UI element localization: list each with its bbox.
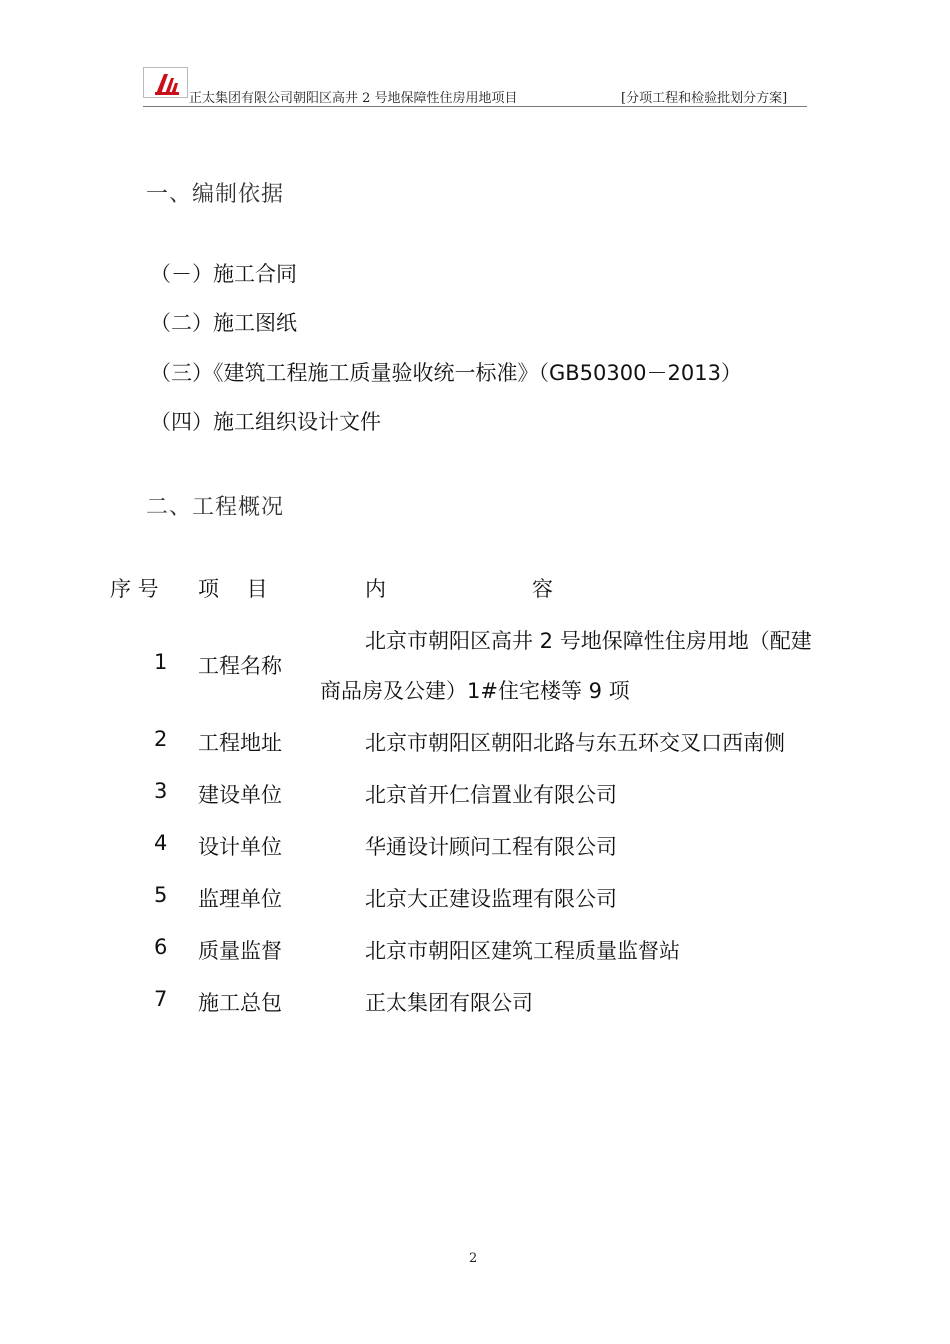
table-row-content: 华通设计顾问工程有限公司 [365,835,617,859]
table-header-item: 项 目 [198,577,268,601]
table-header-content-2: 容 [532,577,553,601]
table-row-content-line2: 商品房及公建）1#住宅楼等 9 项 [320,679,630,703]
table-row-number: 2 [154,727,168,751]
table-row-content: 北京大正建设监理有限公司 [365,887,617,911]
table-row-content: 北京市朝阳区建筑工程质量监督站 [365,939,680,963]
table-row-content: 北京首开仁信置业有限公司 [365,783,617,807]
table-row-number: 3 [154,779,168,803]
company-logo-icon [143,67,188,98]
basis-item-contract: （－）施工合同 [150,262,297,286]
table-header-content-1: 内 [365,577,386,601]
table-row-number: 1 [154,650,168,674]
table-row-item: 监理单位 [198,887,282,911]
basis-item-standard: （三）《建筑工程施工质量验收统一标准》（GB50300－2013） [150,361,742,385]
table-row-content: 北京市朝阳区朝阳北路与东五环交叉口西南侧 [365,731,785,755]
table-row-content: 正太集团有限公司 [365,991,533,1015]
table-row-item: 工程地址 [198,731,282,755]
basis-item-organization-design: （四）施工组织设计文件 [150,410,381,434]
header-divider [143,106,807,107]
table-row-item: 施工总包 [198,991,282,1015]
table-row-content-line1: 北京市朝阳区高井 2 号地保障性住房用地（配建 [365,629,812,653]
table-row-number: 6 [154,935,168,959]
table-row-number: 4 [154,831,168,855]
table-row-number: 5 [154,883,168,907]
basis-item-drawings: （二）施工图纸 [150,311,297,335]
section-title-basis: 一、编制依据 [146,182,285,207]
table-row-item: 工程名称 [198,654,282,678]
header-project-name: 正太集团有限公司朝阳区高井 2 号地保障性住房用地项目 [189,91,518,106]
header-document-title: [分项工程和检验批划分方案] [621,91,788,106]
table-header-number: 序 号 [110,577,159,601]
table-row-item: 建设单位 [198,783,282,807]
section-title-overview: 二、工程概况 [146,495,285,520]
table-row-item: 设计单位 [198,835,282,859]
table-row-number: 7 [154,987,168,1011]
table-row-item: 质量监督 [198,939,282,963]
page-number: 2 [469,1251,478,1266]
